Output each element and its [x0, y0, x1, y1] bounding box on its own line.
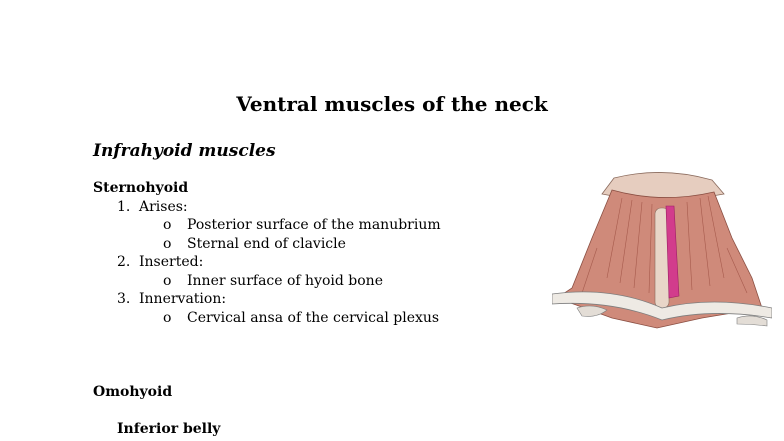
list-item-innervation [117, 291, 226, 307]
page-title: Ventral muscles of the neck [236, 92, 548, 116]
list-item-inserted [117, 254, 203, 270]
sub-list-item [163, 236, 346, 252]
list-label: Innervation: [139, 291, 227, 307]
list-label: Arises: [139, 199, 188, 215]
sub-list-text: Cervical ansa of the cervical plexus [187, 310, 440, 326]
list-label: Inserted: [139, 254, 204, 270]
list-number: 2. [117, 254, 131, 270]
list-number: 3. [117, 291, 131, 307]
muscle-name-omohyoid: Omohyoid [93, 384, 173, 400]
bullet-icon: o [163, 310, 172, 326]
sub-list-item [163, 273, 383, 289]
sub-list-item [163, 217, 441, 233]
subsection-inferior-belly: Inferior belly [117, 421, 221, 437]
bullet-icon: o [163, 217, 172, 233]
list-number: 1. [117, 199, 131, 215]
section-title: Infrahyoid muscles [93, 141, 276, 161]
bullet-icon: o [163, 273, 172, 289]
muscle-name-sternohyoid: Sternohyoid [93, 180, 189, 196]
list-item-arises [117, 199, 188, 215]
sub-list-text: Inner surface of hyoid bone [187, 273, 383, 289]
bullet-icon: o [163, 236, 172, 252]
neck-anatomy-illustration [552, 168, 772, 336]
sub-list-item [163, 310, 439, 326]
sub-list-text: Posterior surface of the manubrium [187, 217, 441, 233]
sub-list-text: Sternal end of clavicle [187, 236, 346, 252]
